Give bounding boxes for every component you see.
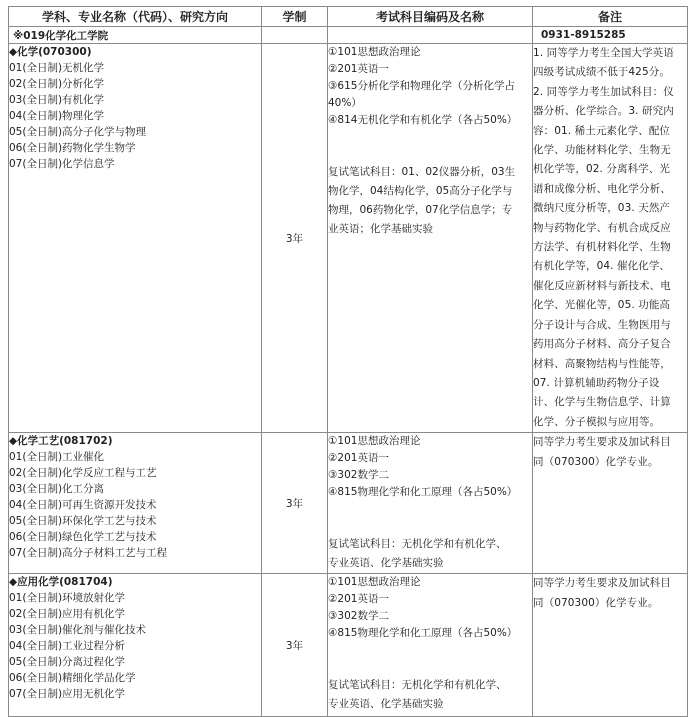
retest-subject-line: 专业英语、化学基础实验 bbox=[328, 698, 444, 711]
program-cell bbox=[9, 44, 262, 433]
program-cell bbox=[9, 433, 262, 574]
research-direction: 02(全日制)分析化学 bbox=[9, 78, 105, 90]
retest-subject-line: 物化学，04结构化学，05高分子化学与 bbox=[328, 185, 513, 197]
header-exam-subjects: 考试科目编码及名称 bbox=[328, 7, 533, 27]
research-direction: 02(全日制)化学反应工程与工艺 bbox=[9, 467, 157, 480]
exam-subject: ①101思想政治理论 bbox=[328, 435, 421, 448]
note-line: 同（070300）化学专业。 bbox=[533, 596, 659, 609]
note-line: 同等学力考生要求及加试科目 bbox=[533, 577, 671, 590]
college-phone: 0931-8915285 bbox=[533, 27, 688, 44]
research-direction: 06(全日制)药物化学生物学 bbox=[9, 142, 136, 154]
retest-subject-line: 物理，06药物化学，07化学信息学；专 bbox=[328, 204, 513, 216]
header-major: 学科、专业名称（代码）、研究方向 bbox=[9, 7, 262, 27]
program-row-chemical-technology bbox=[9, 433, 688, 574]
program-row-chemistry bbox=[9, 44, 688, 433]
research-direction: 06(全日制)绿色化学工艺与技术 bbox=[9, 531, 157, 544]
note-line: 物与药物化学、有机合成反应 bbox=[533, 221, 671, 234]
note-line: 药用高分子材料、高分子复合 bbox=[533, 338, 671, 351]
exam-subject: ①101思想政治理论 bbox=[328, 576, 421, 589]
note-line: 化学、分子模拟与应用等。 bbox=[533, 415, 661, 428]
program-duration: 3年 bbox=[262, 433, 328, 574]
research-direction: 03(全日制)有机化学 bbox=[9, 94, 105, 106]
notes-cell bbox=[533, 574, 688, 717]
note-line: 方法学、有机材料化学、生物 bbox=[533, 241, 671, 254]
research-direction: 05(全日制)环保化学工艺与技术 bbox=[9, 515, 157, 528]
exam-subjects-cell bbox=[328, 44, 533, 433]
program-row-applied-chemistry bbox=[9, 574, 688, 717]
exam-subject: ④814无机化学和有机化学（各占50%） bbox=[328, 114, 518, 126]
exam-subject: ④815物理化学和化工原理（各占50%） bbox=[328, 486, 518, 499]
college-row bbox=[9, 27, 688, 44]
exam-subject: 40%） bbox=[328, 97, 362, 109]
exam-subject: ②201英语一 bbox=[328, 452, 389, 465]
retest-subject-line: 复试笔试科目：无机化学和有机化学、 bbox=[328, 679, 507, 692]
research-direction: 05(全日制)高分子化学与物理 bbox=[9, 126, 147, 138]
program-title: ◆应用化学(081704) bbox=[9, 576, 113, 589]
note-line: 1. 同等学力考生全国大学英语 bbox=[533, 47, 674, 59]
exam-subject: ②201英语一 bbox=[328, 63, 389, 75]
research-direction: 04(全日制)工业过程分析 bbox=[9, 640, 126, 653]
note-line: 机化学等，02. 分离科学、光 bbox=[533, 163, 671, 176]
research-direction: 03(全日制)催化剂与催化技术 bbox=[9, 624, 147, 637]
exam-subjects-cell bbox=[328, 574, 533, 717]
research-direction: 07(全日制)高分子材料工艺与工程 bbox=[9, 547, 168, 560]
note-line: 器分析、化学综合。3. 研究内 bbox=[533, 105, 674, 118]
retest-subject-line: 专业英语、化学基础实验 bbox=[328, 557, 444, 570]
note-line: 有机化学等，04. 催化化学、 bbox=[533, 260, 671, 273]
program-duration: 3年 bbox=[262, 574, 328, 717]
research-direction: 07(全日制)化学信息学 bbox=[9, 158, 115, 170]
notes-cell bbox=[533, 433, 688, 574]
exam-subject: ③302数学二 bbox=[328, 469, 389, 482]
retest-subject-line: 业英语；化学基础实验 bbox=[328, 223, 433, 235]
note-line: 计、化学与生物信息学、计算 bbox=[533, 396, 671, 409]
note-line: 容：01. 稀土元素化学、配位 bbox=[533, 124, 671, 137]
note-line: 分子设计与合成、生物医用与 bbox=[533, 318, 671, 331]
exam-subject: ④815物理化学和化工原理（各占50%） bbox=[328, 627, 518, 640]
research-direction: 02(全日制)应用有机化学 bbox=[9, 608, 126, 621]
research-direction: 06(全日制)精细化学品化学 bbox=[9, 672, 136, 685]
research-direction: 01(全日制)环境放射化学 bbox=[9, 592, 126, 605]
research-direction: 04(全日制)物理化学 bbox=[9, 110, 105, 122]
note-line: 化学、光催化等，05. 功能高 bbox=[533, 299, 671, 312]
note-line: 同（070300）化学专业。 bbox=[533, 455, 659, 468]
note-line: 催化反应新材料与新技术、电 bbox=[533, 279, 671, 292]
header-duration: 学制 bbox=[262, 7, 328, 27]
college-name: ※019化学化工学院 bbox=[9, 27, 262, 44]
table-header-row bbox=[9, 7, 688, 27]
research-direction: 01(全日制)无机化学 bbox=[9, 62, 105, 74]
note-line: 化学、功能材料化学、生物无 bbox=[533, 144, 671, 157]
research-direction: 04(全日制)可再生资源开发技术 bbox=[9, 499, 157, 512]
exam-subjects-cell bbox=[328, 433, 533, 574]
program-duration: 3年 bbox=[262, 44, 328, 433]
research-direction: 07(全日制)应用无机化学 bbox=[9, 688, 126, 701]
note-line: 07. 计算机辅助药物分子设 bbox=[533, 376, 660, 389]
note-line: 四级考试成绩不低于425分。 bbox=[533, 66, 670, 79]
research-direction: 03(全日制)化工分离 bbox=[9, 483, 105, 496]
notes-cell bbox=[533, 44, 688, 433]
program-title: ◆化学工艺(081702) bbox=[9, 435, 113, 448]
admission-catalog-table bbox=[8, 6, 688, 717]
exam-subject: ①101思想政治理论 bbox=[328, 46, 421, 58]
note-line: 微纳尺度分析等，03. 天然产 bbox=[533, 202, 671, 215]
research-direction: 05(全日制)分离过程化学 bbox=[9, 656, 126, 669]
note-line: 材料、高聚物结构与性能等， bbox=[533, 357, 671, 370]
exam-subject: ③615分析化学和物理化学（分析化学占 bbox=[328, 80, 515, 92]
program-cell bbox=[9, 574, 262, 717]
retest-subject-line: 复试笔试科目：无机化学和有机化学、 bbox=[328, 538, 507, 551]
program-title: ◆化学(070300) bbox=[9, 46, 92, 58]
note-line: 2. 同等学力考生加试科目：仪 bbox=[533, 85, 674, 98]
exam-subject: ②201英语一 bbox=[328, 593, 389, 606]
note-line: 同等学力考生要求及加试科目 bbox=[533, 436, 671, 449]
header-notes: 备注 bbox=[533, 7, 688, 27]
retest-subject-line: 复试笔试科目：01、02仪器分析，03生 bbox=[328, 166, 516, 178]
exam-subject: ③302数学二 bbox=[328, 610, 389, 623]
research-direction: 01(全日制)工业催化 bbox=[9, 451, 105, 464]
note-line: 谱和成像分析、电化学分析、 bbox=[533, 182, 671, 195]
